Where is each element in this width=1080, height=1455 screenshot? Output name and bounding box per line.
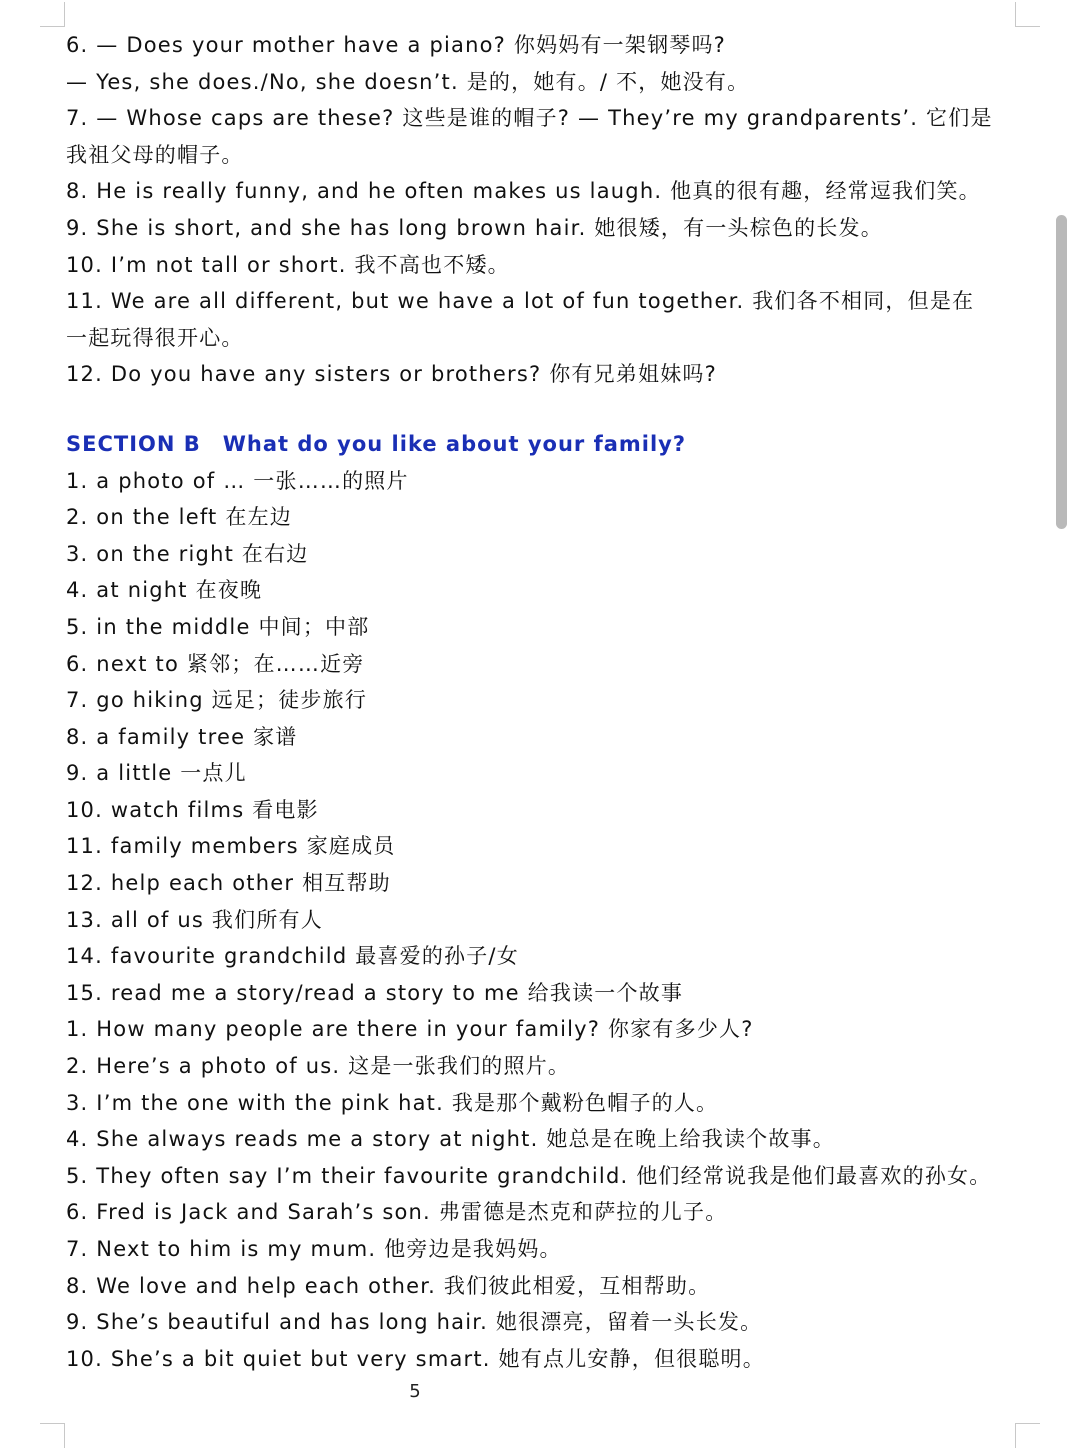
text-line: 一起玩得很开心。 <box>66 325 244 350</box>
sentence-item: 3. I’m the one with the pink hat. 我是那个戴粉色帽子的人。 <box>66 1090 719 1115</box>
crop-mark-bottom-right <box>1015 1423 1040 1448</box>
phrase-item: 15. read me a story/read a story to me 给我读一个故事 <box>66 980 684 1005</box>
sentence-item: 4. She always reads me a story at night. 她总是在晚上给我读个故事。 <box>66 1127 835 1152</box>
vertical-scrollbar-thumb[interactable] <box>1056 215 1067 529</box>
section-title-text: What do you like about your family? <box>222 431 687 456</box>
section-heading <box>66 426 1016 463</box>
phrase-item: 8. a family tree 家谱 <box>66 724 298 749</box>
page-content <box>66 27 1016 1377</box>
crop-mark-top-left <box>40 2 65 27</box>
phrase-item: 10. watch films 看电影 <box>66 797 319 822</box>
text-line: 12. Do you have any sisters or brothers? 你有兄弟姐妹吗? <box>66 362 717 387</box>
phrase-item: 11. family members 家庭成员 <box>66 834 396 859</box>
text-line: — Yes, she does./No, she doesn’t. 是的，她有。/ 不，她没有。 <box>66 69 750 94</box>
phrase-item: 9. a little 一点儿 <box>66 761 247 786</box>
sentence-item: 5. They often say I’m their favourite grandchild. 他们经常说我是他们最喜欢的孙女。 <box>66 1163 992 1188</box>
phrase-item: 13. all of us 我们所有人 <box>66 907 323 932</box>
phrase-item: 4. at night 在夜晚 <box>66 578 263 603</box>
text-line: 8. He is really funny, and he often makes us laugh. 他真的很有趣，经常逗我们笑。 <box>66 179 981 204</box>
text-line: 6. — Does your mother have a piano? 你妈妈有一架钢琴吗? <box>66 33 727 57</box>
phrase-item: 12. help each other 相互帮助 <box>66 871 391 896</box>
phrase-item: 5. in the middle 中间；中部 <box>66 614 370 639</box>
phrase-item: 6. next to 紧邻；在……近旁 <box>66 651 365 676</box>
phrase-item: 3. on the right 在右边 <box>66 541 309 566</box>
text-line: 我祖父母的帽子。 <box>66 142 244 167</box>
page-number: 5 <box>409 1381 421 1402</box>
sentence-item: 6. Fred is Jack and Sarah’s son. 弗雷德是杰克和萨拉的儿子。 <box>66 1200 728 1225</box>
section-spacer <box>66 393 1016 426</box>
crop-mark-top-right <box>1015 2 1040 27</box>
crop-mark-bottom-left <box>40 1423 65 1448</box>
text-line: 7. — Whose caps are these? 这些是谁的帽子? — They’re my grandparents’. 它们是 <box>66 106 993 131</box>
sentence-item: 7. Next to him is my mum. 他旁边是我妈妈。 <box>66 1237 562 1261</box>
text-line: 11. We are all different, but we have a lot of fun together. 我们各不相同，但是在 <box>66 289 975 314</box>
phrase-item: 14. favourite grandchild 最喜爱的孙子/女 <box>66 944 519 969</box>
sentence-item: 10. She’s a bit quiet but very smart. 她有点儿安静，但很聪明。 <box>66 1346 765 1371</box>
phrase-item: 1. a photo of … 一张……的照片 <box>66 468 409 493</box>
sentence-item: 8. We love and help each other. 我们彼此相爱，互相帮助。 <box>66 1273 711 1298</box>
sentence-item: 1. How many people are there in your family? 你家有多少人? <box>66 1017 754 1042</box>
phrase-item: 7. go hiking 远足；徒步旅行 <box>66 688 368 713</box>
sentence-item: 9. She’s beautiful and has long hair. 她很漂亮，留着一头长发。 <box>66 1310 763 1335</box>
text-line: 9. She is short, and she has long brown hair. 她很矮，有一头棕色的长发。 <box>66 215 883 240</box>
sentence-item: 2. Here’s a photo of us. 这是一张我们的照片。 <box>66 1054 571 1079</box>
section-label: SECTION B <box>66 431 201 456</box>
text-line: 10. I’m not tall or short. 我不高也不矮。 <box>66 252 510 277</box>
phrase-item: 2. on the left 在左边 <box>66 505 292 530</box>
